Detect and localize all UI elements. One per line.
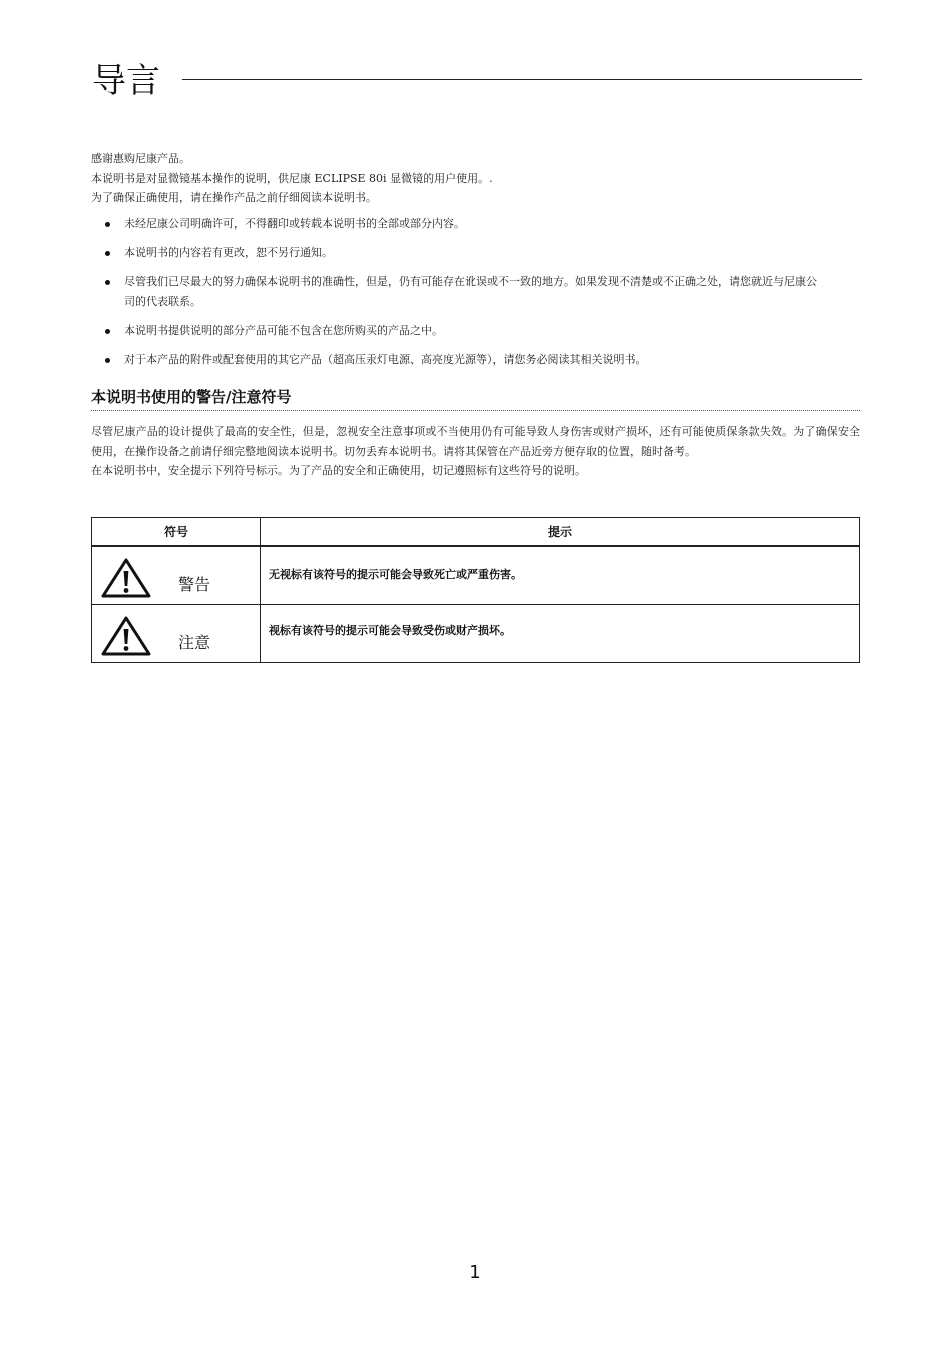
list-item-text: 对于本产品的附件或配套使用的其它产品（超高压汞灯电源、高亮度光源等），请您务必阅读其相关说明书。 — [124, 352, 647, 366]
intro-line: 本说明书是对显微镜基本操作的说明，供尼康 ECLIPSE 80i 显微镜的用户使用。. — [91, 171, 493, 185]
bullet-icon — [105, 251, 110, 256]
section-divider — [91, 410, 860, 411]
intro-paragraphs — [91, 149, 861, 208]
table-header-hint: 提示 — [261, 518, 860, 547]
list-item — [91, 214, 824, 234]
list-item-text: 本说明书提供说明的部分产品可能不包含在您所购买的产品之中。 — [124, 323, 443, 337]
page-header — [92, 58, 862, 108]
section-paragraph: 在本说明书中，安全提示下列符号标示。为了产品的安全和正确使用，切记遵照标有这些符号的说明。 — [91, 464, 586, 477]
symbol-cell — [92, 546, 261, 605]
list-item-text: 尽管我们已尽最大的努力确保本说明书的准确性，但是，仍有可能存在讹误或不一致的地方。如果发现不清楚或不正确之处，请您就近与尼康公司的代表联系。 — [124, 275, 817, 308]
table-row — [92, 546, 860, 605]
page-number: 1 — [469, 1262, 481, 1283]
warning-label: 警告 — [178, 575, 211, 594]
bullet-icon — [105, 329, 110, 334]
caution-triangle-icon — [100, 615, 152, 657]
warning-hint-text: 无视标有该符号的提示可能会导致死亡或严重伤害。 — [269, 568, 522, 581]
title-rule — [182, 79, 862, 80]
list-item-text: 本说明书的内容若有更改，恕不另行通知。 — [124, 246, 333, 259]
symbol-table — [91, 517, 860, 663]
hint-cell — [261, 605, 860, 663]
bullet-icon — [105, 280, 110, 285]
list-item-text: 未经尼康公司明确许可，不得翻印或转载本说明书的全部或部分内容。 — [124, 217, 465, 230]
intro-line: 为了确保正确使用，请在操作产品之前仔细阅读本说明书。 — [91, 191, 377, 204]
list-item — [91, 243, 824, 263]
caution-label: 注意 — [178, 633, 211, 652]
warning-triangle-icon — [100, 557, 152, 599]
list-item — [91, 272, 824, 311]
page-title: 导言 — [92, 61, 160, 101]
section-body — [91, 422, 860, 481]
caution-hint-text: 视标有该符号的提示可能会导致受伤或财产损坏。 — [269, 624, 511, 637]
bullet-icon — [105, 222, 110, 227]
intro-line: 感谢惠购尼康产品。 — [91, 152, 190, 165]
bullet-icon — [105, 358, 110, 363]
notice-list — [91, 214, 861, 379]
symbol-cell — [92, 605, 261, 663]
section-heading: 本说明书使用的警告/注意符号 — [91, 388, 292, 406]
hint-cell — [261, 546, 860, 605]
table-header-symbol: 符号 — [92, 518, 261, 547]
table-header-row — [92, 518, 860, 547]
list-item — [91, 350, 824, 370]
list-item — [91, 321, 824, 341]
table-row — [92, 605, 860, 663]
section-paragraph: 尽管尼康产品的设计提供了最高的安全性，但是，忽视安全注意事项或不当使用仍有可能导致人身伤害或财产损坏，还有可能使质保条款失效。为了确保安全使用，在操作设备之前请仔细完整地阅读本说明书。切勿丢弃本说明书。请将其保管在产品近旁方便存取的位置，随时备考。 — [91, 425, 860, 458]
